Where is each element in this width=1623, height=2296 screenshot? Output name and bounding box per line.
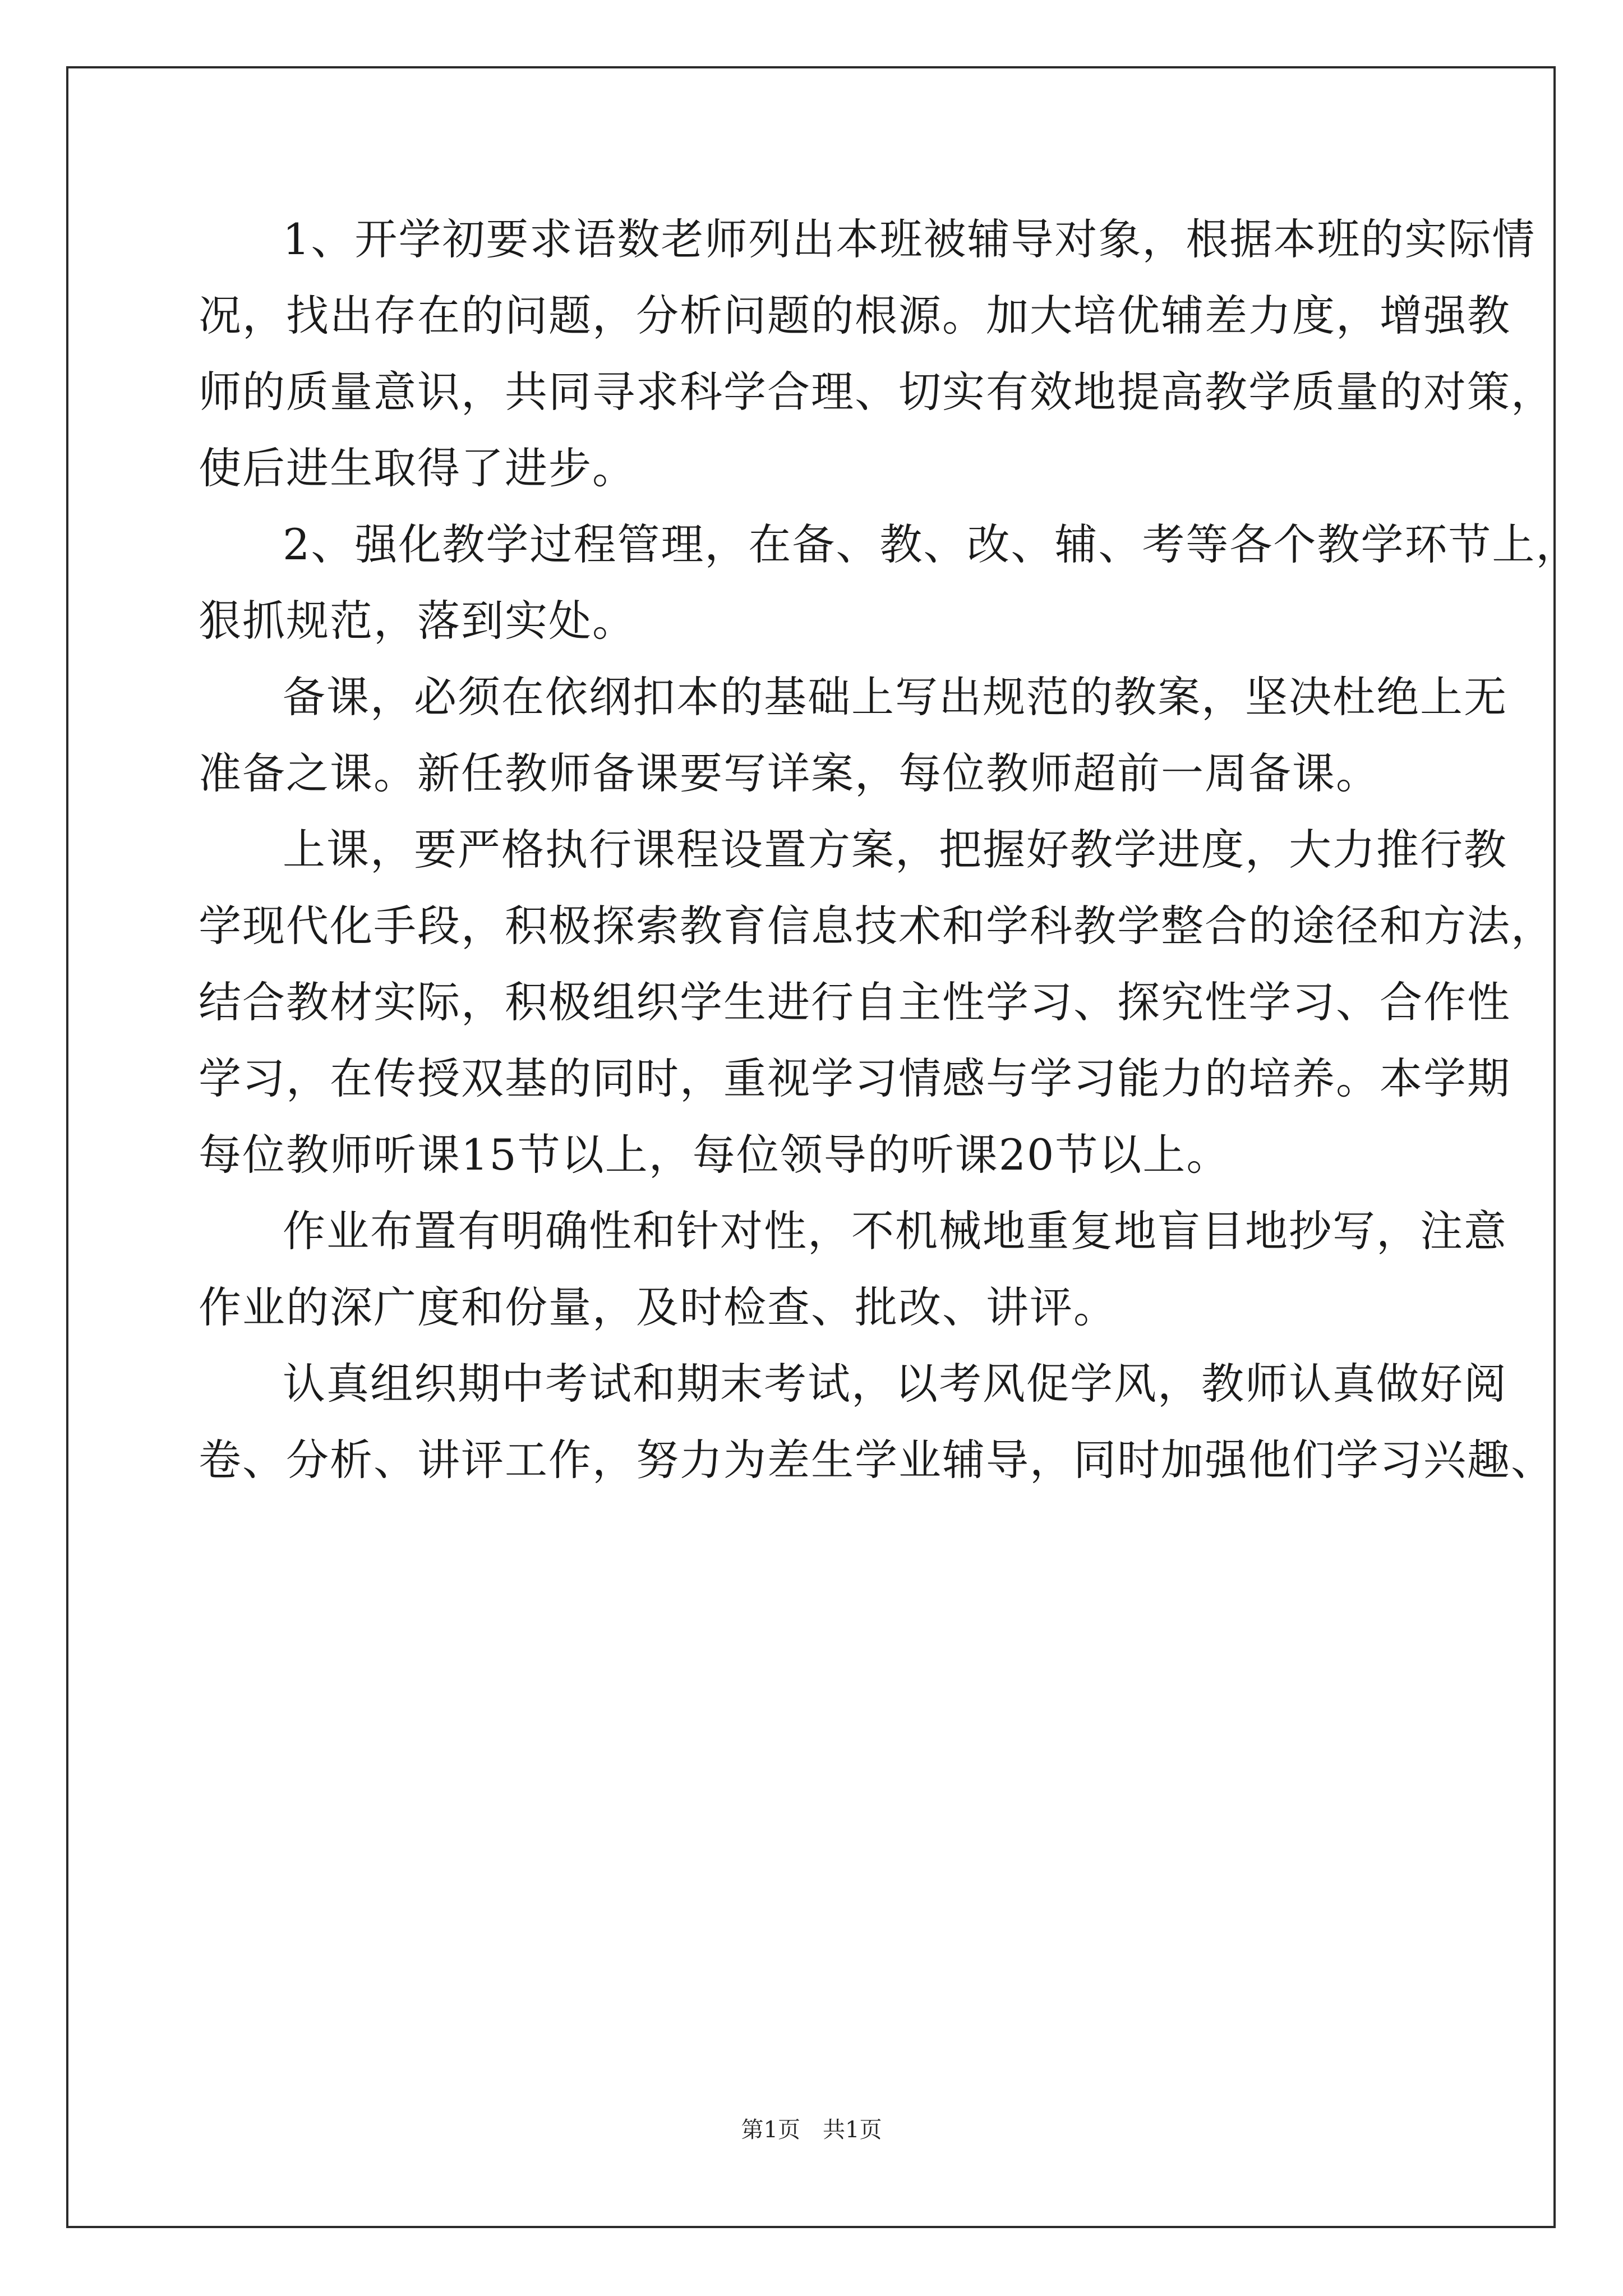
paragraph-line: 学现代化手段，积极探索教育信息技术和学科教学整合的途径和方法， (199, 901, 1555, 951)
paragraph-line: 备课，必须在依纲扣本的基础上写出规范的教案，坚决杜绝上无 (283, 672, 1507, 722)
paragraph-line: 作业布置有明确性和针对性，不机械地重复地盲目地抄写，注意 (283, 1206, 1507, 1256)
paragraph-line: 卷、分析、讲评工作，努力为差生学业辅导，同时加强他们学习兴趣、 (199, 1435, 1555, 1485)
paragraph-line: 1、开学初要求语数老师列出本班被辅导对象，根据本班的实际情 (283, 214, 1536, 264)
page-number-total: 共1页 (823, 2117, 882, 2143)
paragraph-line: 2、强化教学过程管理，在备、教、改、辅、考等各个教学环节上， (283, 519, 1580, 569)
paragraph-line: 准备之课。新任教师备课要写详案，每位教师超前一周备课。 (199, 748, 1380, 798)
paragraph-line: 认真组织期中考试和期末考试，以考风促学风，教师认真做好阅 (283, 1359, 1507, 1409)
paragraph-line: 况，找出存在的问题，分析问题的根源。加大培优辅差力度，增强教 (199, 291, 1511, 341)
paragraph-line: 每位教师听课15节以上，每位领导的听课20节以上。 (199, 1130, 1230, 1180)
page-number-current: 第1页 (741, 2117, 800, 2143)
paragraph-line: 狠抓规范，落到实处。 (199, 596, 636, 646)
paragraph-line: 结合教材实际，积极组织学生进行自主性学习、探究性学习、合作性 (199, 977, 1511, 1027)
paragraph-line: 使后进生取得了进步。 (199, 443, 636, 493)
paragraph-line: 作业的深广度和份量，及时检查、批改、讲评。 (199, 1282, 1117, 1332)
paragraph-line: 学习，在传授双基的同时，重视学习情感与学习能力的培养。本学期 (199, 1053, 1511, 1103)
page-footer (0, 2116, 1623, 2144)
paragraph-line: 师的质量意识，共同寻求科学合理、切实有效地提高教学质量的对策， (199, 367, 1555, 417)
paragraph-line: 上课，要严格执行课程设置方案，把握好教学进度，大力推行教 (283, 825, 1507, 875)
